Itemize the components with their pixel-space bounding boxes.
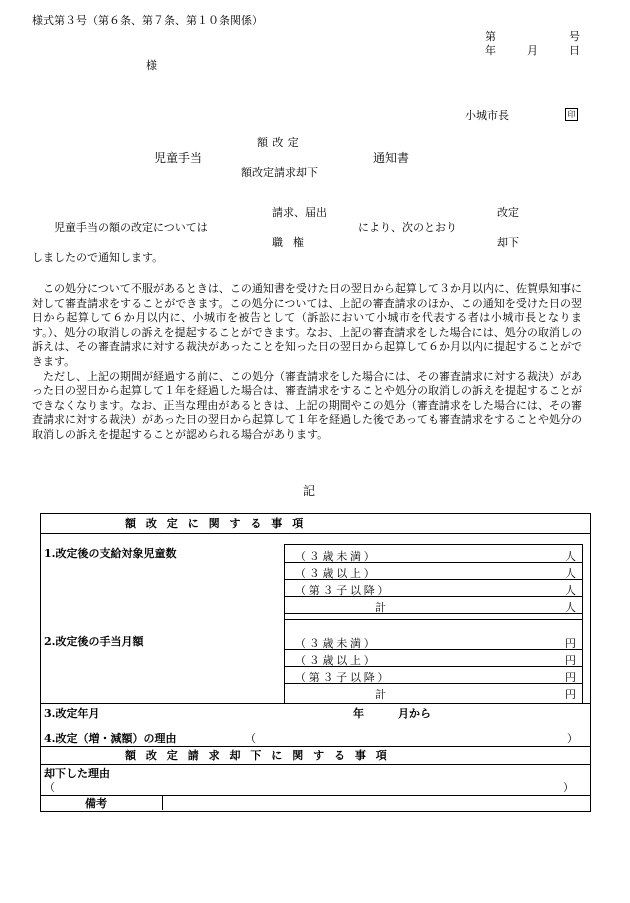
child-total-unit: 人 [565, 601, 576, 614]
child-third-unit: 人 [565, 584, 576, 597]
child-over3-unit: 人 [565, 567, 576, 580]
ki-heading: 記 [303, 484, 316, 498]
option-ex-officio: 職権 [272, 236, 314, 249]
child-total-label: 計 [375, 601, 386, 614]
amount-row-total [285, 683, 582, 700]
addressee-suffix: 様 [146, 59, 157, 72]
amount-under3-unit: 円 [565, 637, 576, 650]
body-tail: しましたので通知します。 [32, 251, 164, 264]
item4-label: 4.改定（増・減額）の理由 [44, 732, 177, 745]
result-revise: 改定 [497, 206, 519, 219]
item3-from-month: 月から [398, 707, 431, 720]
result-reject: 却下 [497, 236, 519, 249]
appeal-notice [32, 282, 582, 443]
seal-icon: 印 [565, 108, 578, 121]
amount-under3-label: （３歳未満） [295, 637, 378, 650]
remarks-label: 備考 [85, 797, 107, 810]
title-right: 通知書 [373, 151, 410, 165]
issuer-name: 小城市長 [465, 109, 509, 122]
child-over3-label: （３歳以上） [295, 567, 378, 580]
amount-over3-label: （３歳以上） [295, 654, 378, 667]
option-request: 請求、届出 [272, 206, 327, 219]
amount-total-label: 計 [375, 688, 386, 701]
child-row-total [285, 596, 582, 614]
section-reject-header: 額改定請求却下に関する事項 [125, 749, 397, 762]
date-tsuki: 月 [527, 44, 538, 57]
child-row-over3 [285, 562, 582, 580]
body-lead: 児童手当の額の改定については [54, 221, 208, 234]
reject-reason-label: 却下した理由 [44, 767, 110, 780]
date-hi: 日 [569, 44, 580, 57]
item4-open-paren: （ [245, 732, 256, 745]
date-nen: 年 [485, 44, 496, 57]
appeal-paragraph-2: ただし、上記の期間が経過する前に、この処分（審査請求をした場合には、その審査請求に対する裁決）があった日の翌日から起算して１年を経過した場合は、審査請求をすることや処分の取消しの訴えを提起することができなくなります。なお、正当な理由があるときは、上記の期間やこの処分（審査請求をした場合には、その審査請求に対する裁決）があった日の翌日から起算して１年を経過した後であっても審査請求をすることや処分の取消しの訴えを提起することが認められる場合があります。 [32, 369, 582, 441]
title-left: 児童手当 [154, 151, 203, 165]
item1-label: 1.改定後の支給対象児童数 [44, 547, 177, 560]
doc-no-dai: 第 [485, 30, 496, 43]
body-mid: により、次のとおり [358, 221, 457, 234]
doc-no-go: 号 [569, 30, 580, 43]
child-third-label: （第３子以降） [295, 584, 392, 597]
child-under3-label: （３歳未満） [295, 550, 378, 563]
child-row-third [285, 579, 582, 597]
reject-open-paren: （ [44, 781, 55, 794]
child-row-under3 [285, 545, 582, 563]
item3-year: 年 [353, 707, 364, 720]
child-count-box [284, 544, 583, 704]
item3-label: 3.改定年月 [44, 707, 100, 720]
amount-row-over3 [285, 649, 582, 667]
item4-close-paren: ） [567, 732, 578, 745]
title-bottom-option: 額改定請求却下 [241, 166, 318, 179]
appeal-paragraph-1: この処分について不服があるときは、この通知書を受けた日の翌日から起算して３か月以内に、佐賀県知事に対して審査請求をすることができます。この処分については、上記の審査請求のほか、この通知を受けた日の翌日から起算して６か月以内に、小城市を被告として（訴訟において小城市を代表する者は小城市長となります。）、処分の取消しの訴えを提起することができます。なお、上記の審査請求をした場合には、処分の取消しの訴えは、その審査請求に対する裁決があったことを知った日の翌日から起算して６か月以内に提起することができます。 [32, 282, 582, 368]
item2-label: 2.改定後の手当月額 [44, 635, 144, 648]
amount-row-under3 [285, 632, 582, 650]
amount-third-label: （第３子以降） [295, 671, 392, 684]
form-number: 様式第３号（第６条、第７条、第１０条関係） [32, 14, 263, 27]
amount-over3-unit: 円 [565, 654, 576, 667]
child-under3-unit: 人 [565, 550, 576, 563]
reject-close-paren: ） [563, 781, 574, 794]
section-revision-header: 額改定に関する事項 [125, 517, 314, 530]
revision-table [40, 513, 591, 812]
amount-total-unit: 円 [565, 688, 576, 701]
amount-row-third [285, 666, 582, 684]
title-top-option: 額改定 [257, 136, 304, 149]
amount-third-unit: 円 [565, 671, 576, 684]
